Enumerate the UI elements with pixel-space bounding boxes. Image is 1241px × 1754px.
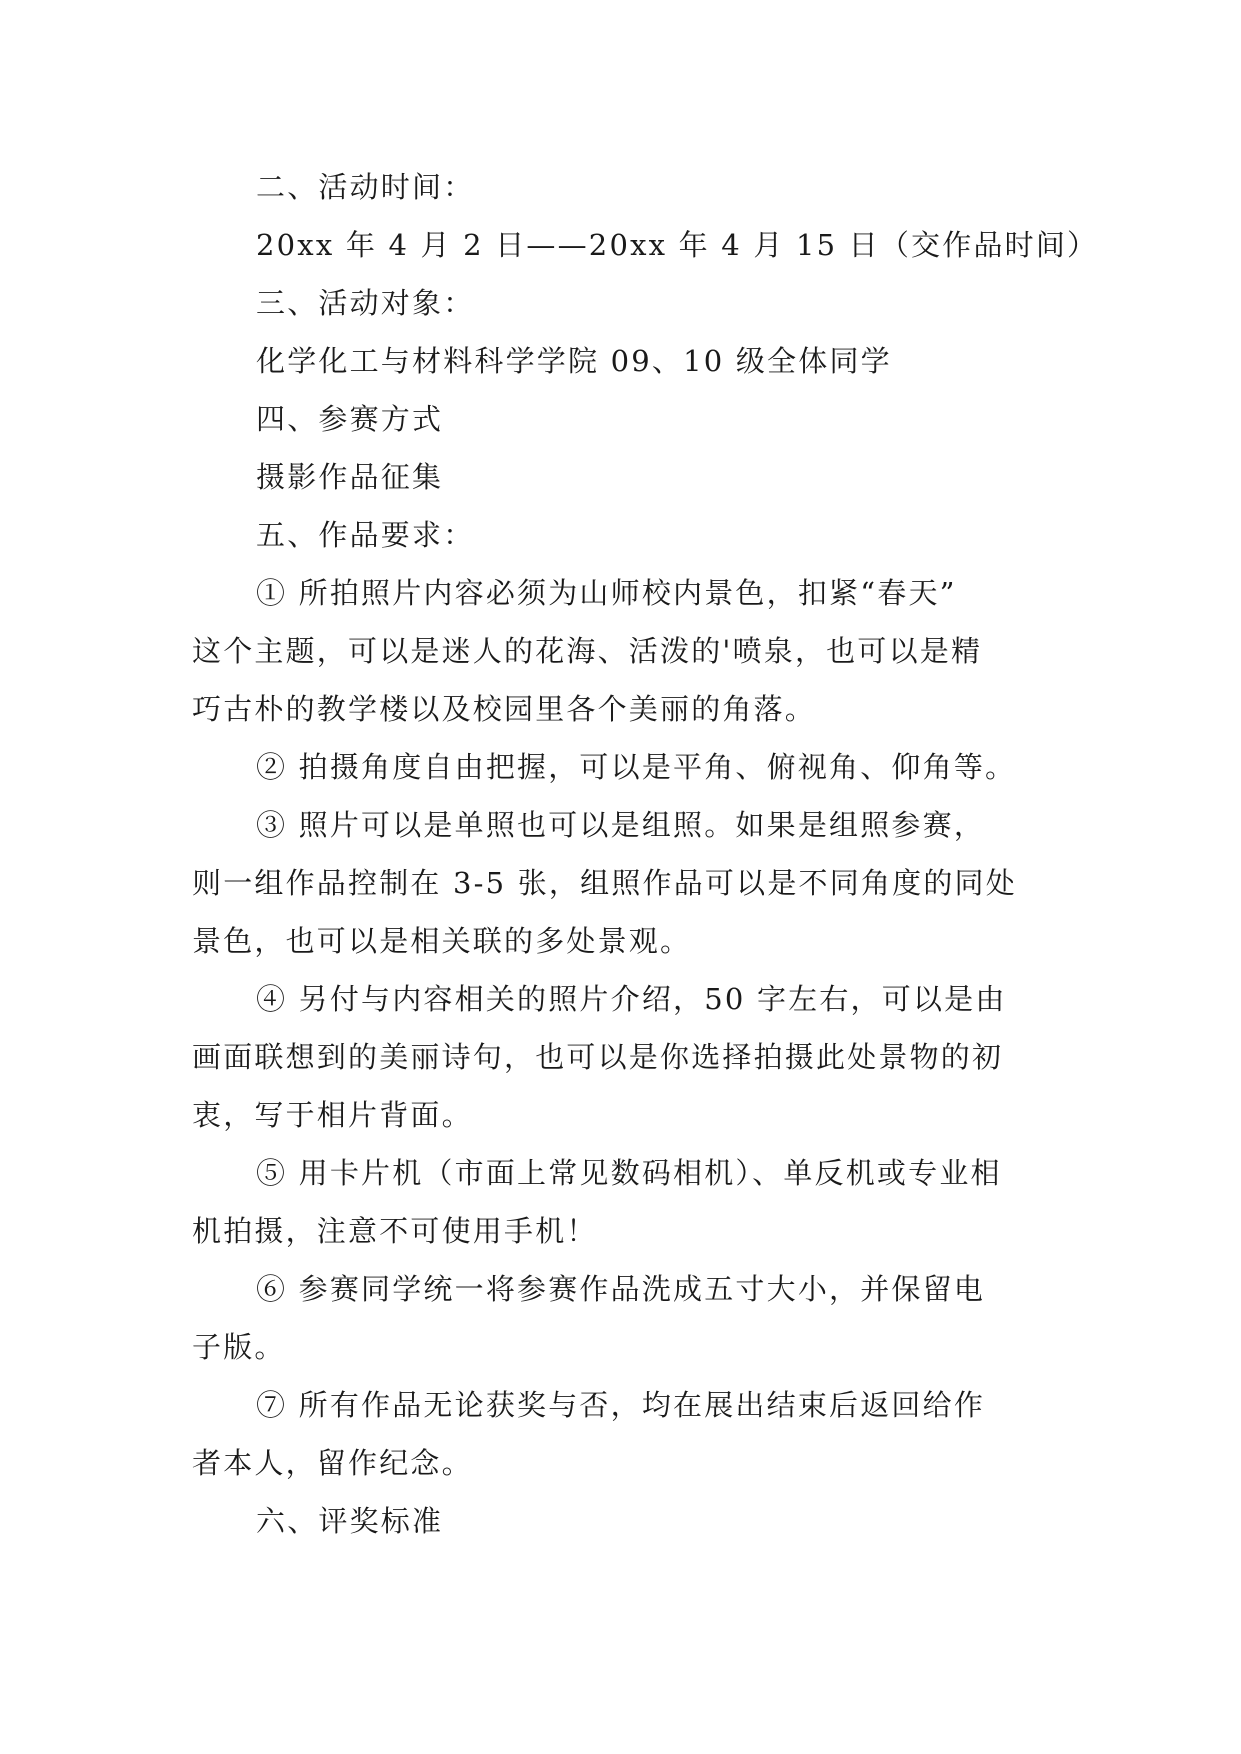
section-heading-method: 四、参赛方式 [256, 402, 444, 436]
section-heading-audience: 三、活动对象： [256, 286, 475, 320]
paragraph-line: 摄影作品征集 [256, 460, 444, 494]
section-heading-time: 二、活动时间： [256, 170, 475, 204]
paragraph-line: ① 所拍照片内容必须为山师校内景色，扣紧“春天” [256, 576, 957, 610]
paragraph-line: 子版。 [192, 1330, 286, 1364]
paragraph-line: 景色，也可以是相关联的多处景观。 [192, 924, 692, 958]
section-heading-requirements: 五、作品要求： [256, 518, 475, 552]
paragraph-line: 巧古朴的教学楼以及校园里各个美丽的角落。 [192, 692, 817, 726]
paragraph-line: 衷，写于相片背面。 [192, 1098, 473, 1132]
paragraph-line: ④ 另付与内容相关的照片介绍，50 字左右，可以是由 [256, 982, 1007, 1016]
paragraph-line: ③ 照片可以是单照也可以是组照。如果是组照参赛， [256, 808, 986, 842]
paragraph-line: ⑤ 用卡片机（市面上常见数码相机）、单反机或专业相 [256, 1156, 1002, 1190]
paragraph-line: 者本人，留作纪念。 [192, 1446, 473, 1480]
paragraph-line: 机拍摄，注意不可使用手机！ [192, 1214, 598, 1248]
paragraph-line: 这个主题，可以是迷人的花海、活泼的'喷泉，也可以是精 [192, 634, 983, 668]
paragraph-line: 20xx 年 4 月 2 日——20xx 年 4 月 15 日（交作品时间） [256, 228, 1099, 262]
paragraph-line: ⑥ 参赛同学统一将参赛作品洗成五寸大小，并保留电 [256, 1272, 986, 1306]
paragraph-line: 画面联想到的美丽诗句，也可以是你选择拍摄此处景物的初 [192, 1040, 1004, 1074]
paragraph-line: 化学化工与材料科学学院 09、10 级全体同学 [256, 344, 892, 378]
document-body [192, 158, 1099, 1550]
paragraph-line: 则一组作品控制在 3-5 张，组照作品可以是不同角度的同处 [192, 866, 1017, 900]
section-heading-criteria: 六、评奖标准 [256, 1504, 444, 1538]
paragraph-line: ② 拍摄角度自由把握，可以是平角、俯视角、仰角等。 [256, 750, 1017, 784]
paragraph-line: ⑦ 所有作品无论获奖与否，均在展出结束后返回给作 [256, 1388, 986, 1422]
